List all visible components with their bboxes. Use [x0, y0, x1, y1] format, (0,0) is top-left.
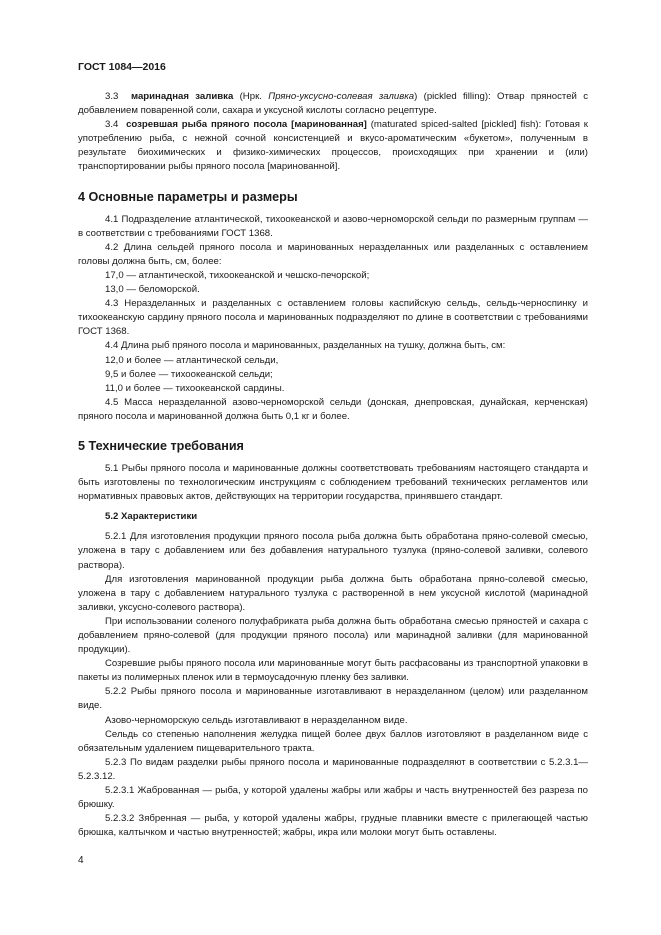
paragraph-4-3: 4.3 Неразделанных и разделанных с оставлением головы каспийскую сельдь, сельдь-черноспинку и тихоокеанскую сардину пряного посола и маринованных подразделяют по длине в соответствии с требованиями ГОСТ 1368.: [78, 298, 588, 338]
document-code: ГОСТ 1084—2016: [78, 61, 166, 73]
list-item: 13,0 — беломорской.: [105, 284, 200, 296]
deprecated-term: Пряно-уксусно-солевая заливка: [268, 91, 415, 102]
subsection-5-2-heading: 5.2 Характеристики: [105, 511, 198, 523]
page-number: 4: [78, 855, 84, 866]
list-item: 11,0 и более — тихоокеанской сардины.: [105, 382, 285, 394]
term-number: 3.4: [105, 119, 119, 131]
paragraph-4-1: 4.1 Подразделение атлантической, тихоокеанской и азово-черноморской сельди по размерным группам — в соответствии с требованиями ГОСТ 1368.: [78, 213, 588, 239]
paragraph: Для изготовления маринованной продукции рыба должна быть обработана пряно-солевой смесью, уложена в тару с добавлением натурального тузлука с растворенной в нем уксусной кислотой (маринадной заливки, уксусно-солевого раствора).: [78, 573, 588, 613]
section-5-heading: 5 Технические требования: [78, 438, 244, 453]
paragraph-5-1: 5.1 Рыбы пряного посола и маринованные должны соответствовать требованиям настоящего стандарта и быть изготовлены по технологическим инструкциям с соблюдением требований технических регламентов или нормативных правовых актов, действующих на территории государства, принявшего стандарт.: [78, 462, 588, 503]
paragraph-5-2-3-2: 5.2.3.2 Зябренная — рыба, у которой удалены жабры, грудные плавники вместе с прилегающей частью брюшка, калтычком и частью внутренностей; жабры, икра или молоки могут быть оставлены.: [78, 813, 588, 839]
paragraph-5-2-3-1: 5.2.3.1 Жаброванная — рыба, у которой удалены жабры или жабры и часть внутренностей без разреза по брюшку.: [78, 785, 588, 811]
paragraph-5-2-2: 5.2.2 Рыбы пряного посола и маринованные изготавливают в неразделанном (целом) или разделанном виде.: [78, 686, 588, 712]
paragraph-5-2-3: 5.2.3 По видам разделки рыбы пряного посола и маринованные подразделяют в соответствии с 5.2.3.1—5.2.3.12.: [78, 756, 588, 782]
paragraph: Азово-черноморскую сельдь изготавливают в неразделанном виде.: [105, 714, 408, 726]
paragraph-4-4: 4.4 Длина рыб пряного посола и маринованных, разделанных на тушку, должна быть, см:: [105, 340, 506, 352]
term-3-4: 3.4 созревшая рыба пряного посола [маринованная] (maturated spiced-salted [pickled] fish): Готовая к употреблению рыба, с нежной сочной консистенцией и вкусо-ароматическим «букетом», полученным в результате биохимических и физико-химических процессов, происходящих при хранении и (или) транспортировании рыбы пряного посола [маринованной].: [78, 119, 588, 173]
paragraph: Сельдь со степенью наполнения желудка пищей более двух баллов изготовляют в разделанном виде с обязательным удалением пищеварительного тракта.: [78, 728, 588, 754]
paragraph-5-2-1: 5.2.1 Для изготовления продукции пряного посола рыба должна быть обработана пряно-солевой смесью, уложена в тару с добавлением или без добавления натурального тузлука (пряно-солевой заливки, солевого раствора).: [78, 531, 588, 571]
term-name: маринадная заливка: [130, 91, 234, 102]
paragraph: Созревшие рыбы пряного посола или маринованные могут быть расфасованы из транспортной упаковки в пакеты из полимерных пленок или в термоусадочную пленку без заливки.: [78, 658, 588, 684]
list-item: 12,0 и более — атлантической сельди,: [105, 354, 279, 366]
list-item: 9,5 и более — тихоокеанской сельди;: [105, 368, 273, 380]
list-item: 17,0 — атлантической, тихоокеанской и чешско-печорской;: [105, 269, 370, 281]
paragraph-4-5: 4.5 Масса неразделанной азово-черноморской сельди (донская, днепровская, дунайская, керченская) пряного посола и маринованной должна быть 0,1 кг и более.: [78, 396, 588, 422]
term-name: созревшая рыба пряного посола [маринованная]: [126, 119, 367, 131]
term-3-3: 3.3 маринадная заливка (Нрк. Пряно-уксусно-солевая заливка) (pickled filling): Отвар пряностей с добавлением поваренной соли, сахара и уксусной кислоты согласно рецептуре.: [78, 91, 588, 117]
paragraph: При использовании соленого полуфабриката рыба должна быть обработана смесью пряностей и сахара с добавлением пряно-солевой (для продукции пряного посола) или маринадной заливки (для маринованной продукции).: [78, 615, 588, 656]
paragraph-4-2: 4.2 Длина сельдей пряного посола и маринованных неразделанных или разделанных с оставлением головы должна быть, см, более:: [78, 241, 588, 267]
term-number: 3.3: [105, 91, 119, 102]
page-content: [78, 90, 588, 840]
section-4-heading: 4 Основные параметры и размеры: [78, 189, 298, 204]
